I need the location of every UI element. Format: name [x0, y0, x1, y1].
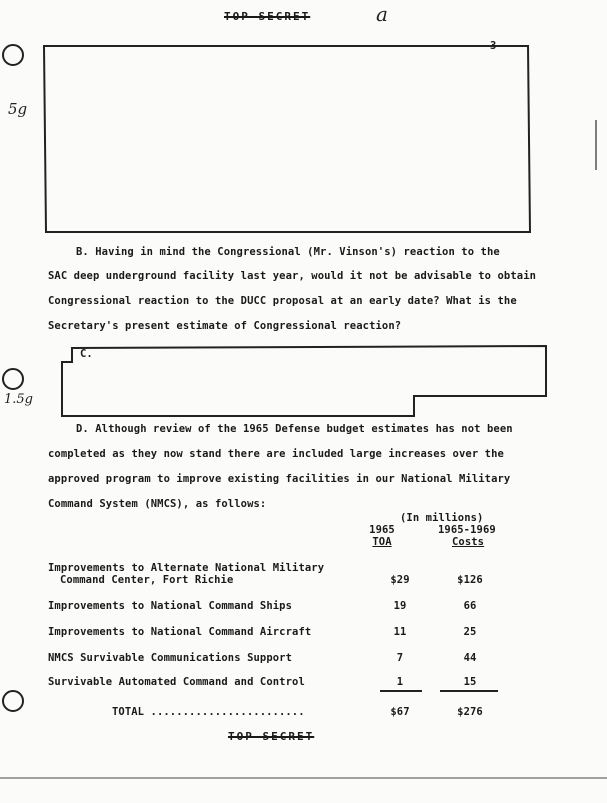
margin-note-1: 5g [8, 100, 28, 118]
row-5-label: Survivable Automated Command and Control [48, 676, 305, 688]
footer-classification: TOP SECRET [228, 730, 315, 743]
row-3-cost: 25 [463, 626, 477, 638]
para-b-line-1: B. Having in mind the Congressional (Mr. Vinson's) reaction to the [76, 246, 500, 258]
total-label: TOTAL ........................ [112, 706, 305, 718]
row-2-toa: 19 [393, 600, 407, 612]
total-cost: $276 [457, 706, 483, 718]
corner-handwritten-mark: a [376, 2, 388, 26]
row-2-label: Improvements to National Command Ships [48, 600, 293, 612]
para-c-label: C. [80, 348, 93, 360]
toa-sum-rule [380, 690, 422, 692]
row-2-cost: 66 [463, 600, 477, 612]
margin-note-2: 1.5g [4, 392, 33, 407]
row-3-toa: 11 [393, 626, 407, 638]
row-3-label: Improvements to National Command Aircraft [48, 626, 312, 638]
row-4-toa: 7 [396, 652, 404, 664]
row-1-cost: $126 [457, 574, 483, 586]
para-b-line-3: Congressional reaction to the DUCC proposal at an early date? What is the [48, 295, 517, 307]
para-d-line-3: approved program to improve existing facilities in our National Military [48, 473, 511, 485]
row-1-label-2: Command Center, Fort Richie [60, 574, 234, 586]
para-b-line-4: Secretary's present estimate of Congressional reaction? [48, 320, 402, 332]
header-classification: TOP SECRET [224, 10, 311, 23]
row-5-cost: 15 [463, 676, 477, 688]
col1-year: 1965 [369, 524, 395, 536]
row-4-cost: 44 [463, 652, 477, 664]
cost-sum-rule [440, 690, 498, 692]
redaction-page-mark: 3 [490, 40, 497, 52]
col1-sub: TOA [372, 536, 392, 548]
table-units: (In millions) [400, 512, 484, 524]
col2-year: 1965-1969 [438, 524, 496, 536]
para-d-line-4: Command System (NMCS), as follows: [48, 498, 267, 510]
row-4-label: NMCS Survivable Communications Support [48, 652, 293, 664]
para-b-line-2: SAC deep underground facility last year, would it not be advisable to obtain [48, 270, 537, 282]
row-1-toa: $29 [390, 574, 410, 586]
total-toa: $67 [390, 706, 410, 718]
para-d-line-2: completed as they now stand there are included large increases over the [48, 448, 504, 460]
row-1-label: Improvements to Alternate National Military [48, 562, 325, 574]
row-5-toa: 1 [396, 676, 404, 688]
col2-sub: Costs [452, 536, 485, 548]
para-d-line-1: D. Although review of the 1965 Defense budget estimates has not been [76, 423, 513, 435]
